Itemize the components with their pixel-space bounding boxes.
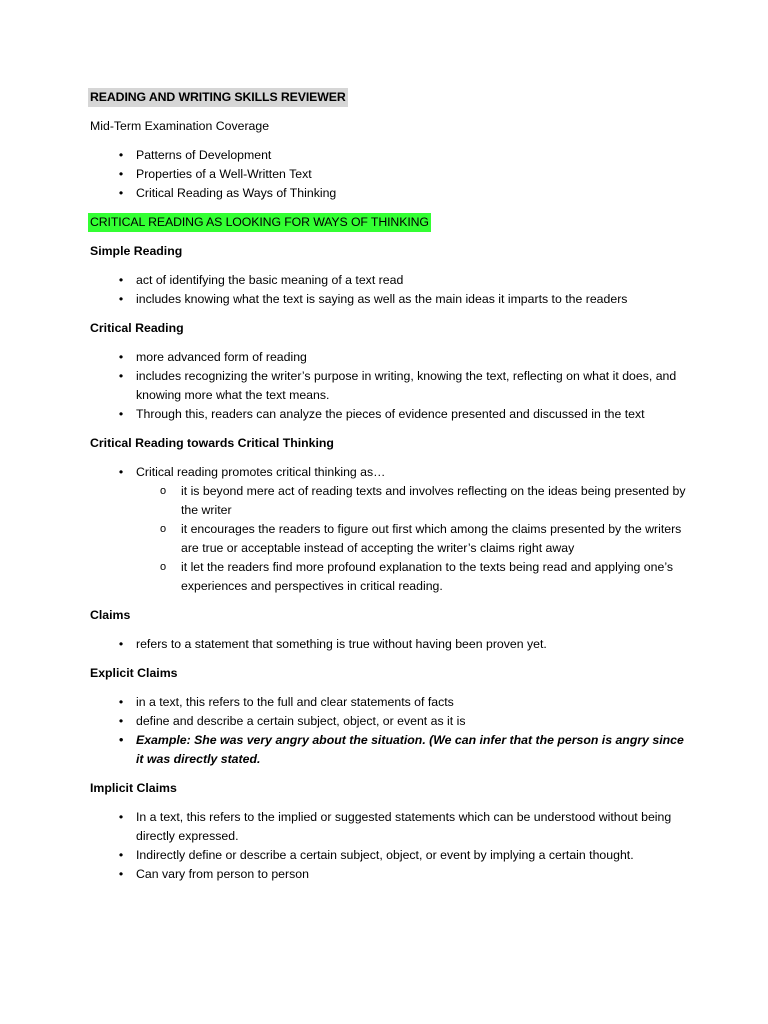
list-item — [90, 731, 690, 769]
list-item: • Can vary from person to person — [90, 865, 690, 884]
list-item: • Critical reading promotes critical thinking as… o it is beyond mere act of reading texts and involves reflecting on the ideas being presented by the writer o it encourages the readers to figure out first which among the claims presented by the writers are true or acceptable instead of accepting the writer’s claims right away o it let the readers find more profound explanation to the texts being read and applying one’s experiences and perspectives in critical reading. — [90, 463, 690, 596]
critical-reading-heading: Critical Reading — [90, 321, 184, 335]
bullet-icon: • — [118, 465, 124, 479]
bullet-icon: • — [118, 292, 124, 306]
list-item: • define and describe a certain subject, object, or event as it is — [90, 712, 690, 731]
bullet-icon: • — [118, 186, 124, 200]
explicit-claims-heading: Explicit Claims — [90, 666, 178, 680]
coverage-label: Mid-Term Examination Coverage — [90, 119, 270, 133]
bullet-icon: • — [118, 810, 124, 824]
list-item: • more advanced form of reading — [90, 348, 690, 367]
list-item: • Critical Reading as Ways of Thinking — [90, 184, 690, 203]
claims-heading: Claims — [90, 608, 131, 622]
bullet-icon: • — [118, 848, 124, 862]
section-banner-line — [90, 213, 690, 232]
bullet-icon: • — [118, 273, 124, 287]
bullet-icon: • — [118, 695, 124, 709]
coverage-list — [90, 146, 690, 203]
section-banner: CRITICAL READING AS LOOKING FOR WAYS OF THINKING — [88, 213, 431, 232]
bullet-icon: • — [118, 733, 124, 747]
document-title-line — [90, 88, 690, 107]
document-title: READING AND WRITING SKILLS REVIEWER — [88, 88, 348, 107]
bullet-icon: • — [118, 407, 124, 421]
document-page — [90, 88, 690, 884]
list-item: • in a text, this refers to the full and clear statements of facts — [90, 693, 690, 712]
sub-list-item: o it is beyond mere act of reading texts and involves reflecting on the ideas being presented by the writer — [159, 484, 686, 517]
bullet-icon: • — [118, 167, 124, 181]
list-item: • Patterns of Development — [90, 146, 690, 165]
critical-thinking-sublist — [136, 482, 690, 596]
list-item: • includes knowing what the text is saying as well as the main ideas it imparts to the readers — [90, 290, 690, 309]
list-item: • Through this, readers can analyze the pieces of evidence presented and discussed in the text — [90, 405, 690, 424]
list-item: • In a text, this refers to the implied or suggested statements which can be understood without being directly expressed. — [90, 808, 690, 846]
simple-reading-list — [90, 271, 690, 309]
list-item: • act of identifying the basic meaning of a text read — [90, 271, 690, 290]
critical-thinking-list — [90, 463, 690, 596]
sub-list-item: o it let the readers find more profound explanation to the texts being read and applying one’s experiences and perspectives in critical reading. — [159, 560, 673, 593]
list-item: • includes recognizing the writer’s purpose in writing, knowing the text, reflecting on what it does, and knowing more what the text means. — [90, 367, 690, 405]
sub-list-item: o it encourages the readers to figure out first which among the claims presented by the writers are true or acceptable instead of accepting the writer’s claims right away — [159, 522, 682, 555]
list-item: • Properties of a Well-Written Text — [90, 165, 690, 184]
bullet-icon: • — [118, 148, 124, 162]
simple-reading-heading: Simple Reading — [90, 244, 183, 258]
bullet-icon: • — [118, 637, 124, 651]
claims-list — [90, 635, 690, 654]
explicit-claims-list — [90, 693, 690, 769]
example-text: Example: She was very angry about the situation. (We can infer that the person is angry since it was directly stated. — [136, 733, 684, 766]
critical-thinking-heading: Critical Reading towards Critical Thinking — [90, 436, 334, 450]
bullet-icon: • — [118, 369, 124, 383]
bullet-icon: • — [118, 714, 124, 728]
bullet-icon: • — [118, 350, 124, 364]
list-item: • refers to a statement that something is true without having been proven yet. — [90, 635, 690, 654]
circle-bullet-icon: o — [159, 561, 167, 573]
critical-reading-list — [90, 348, 690, 424]
circle-bullet-icon: o — [159, 523, 167, 535]
implicit-claims-list — [90, 808, 690, 884]
bullet-icon: • — [118, 867, 124, 881]
implicit-claims-heading: Implicit Claims — [90, 781, 177, 795]
list-item: • Indirectly define or describe a certain subject, object, or event by implying a certain thought. — [90, 846, 690, 865]
circle-bullet-icon: o — [159, 485, 167, 497]
